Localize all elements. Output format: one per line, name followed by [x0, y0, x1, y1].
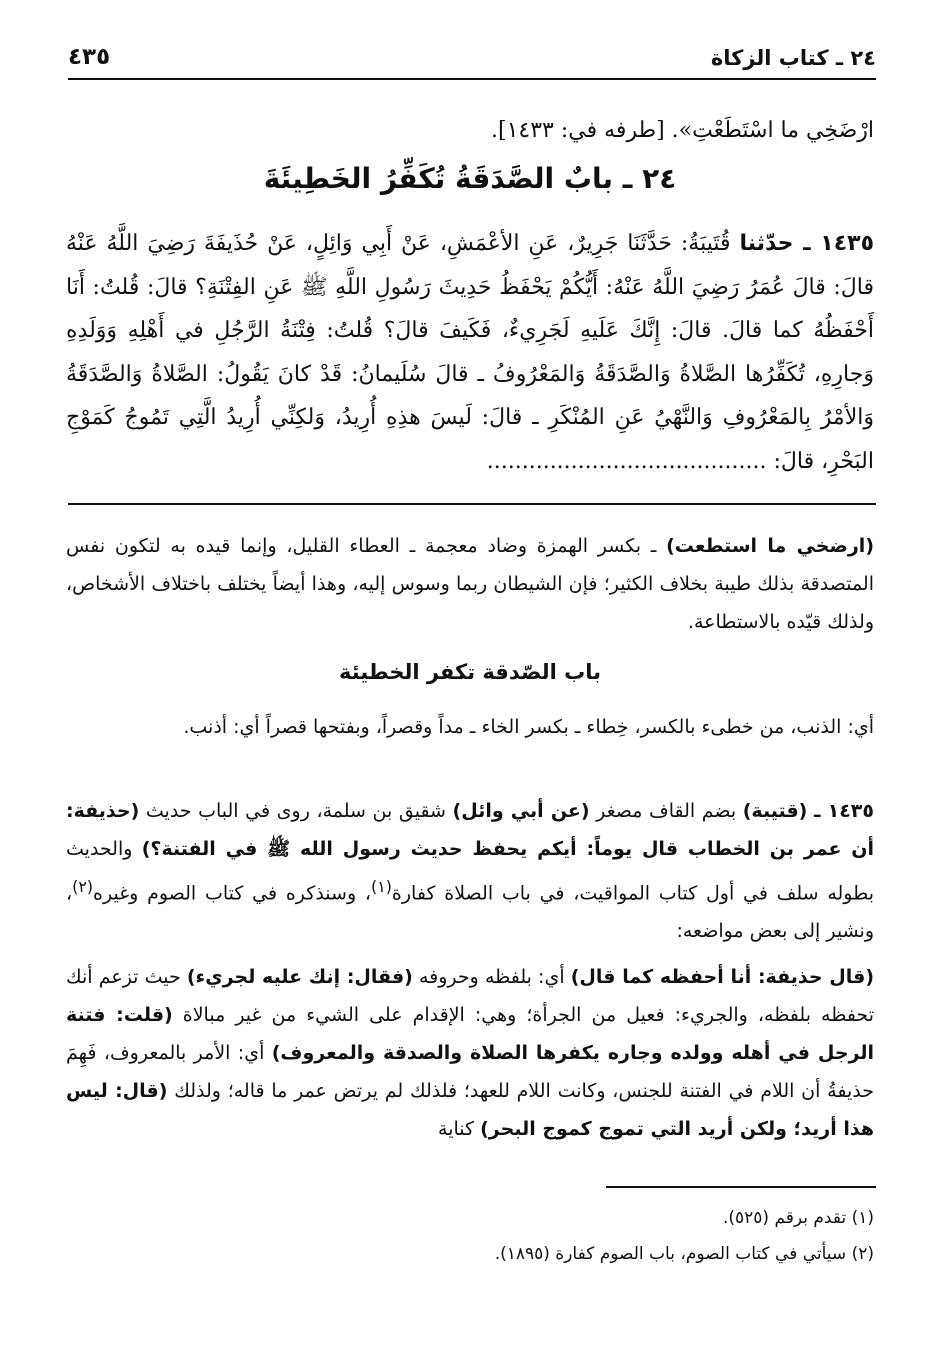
commentary-lemma: (عن أبي وائل): [452, 800, 590, 822]
commentary-lemma: (ارضخي ما استطعت): [666, 535, 874, 557]
commentary-text: ـ بكسر الهمزة وضاد معجمة ـ العطاء القليل، وإنما قيده به لتكون نفس المتصدقة بذلك طيبة بخلاف الكثير؛ فإن الشيطان ربما وسوس إليه، وهذا أيضاً يختلف باختلاف الأشخاص، ولذلك قيّده بالاستطاعة.: [66, 535, 874, 633]
page-header: [68, 40, 876, 80]
commentary-text: ، ونشير إلى بعض مواضعه:: [66, 882, 874, 943]
commentary-lemma: (فقال: إنك عليه لجريء): [186, 966, 413, 988]
footnote-2: (٢) سيأتي في كتاب الصوم، باب الصوم كفارة (١٨٩٥).: [494, 1244, 874, 1264]
hadith-continuation-dots: ........................................: [486, 448, 774, 474]
commentary-lemma: (قال حذيفة: أنا أحفظه كما قال): [570, 966, 874, 988]
page-number: ٤٣٥: [68, 44, 111, 70]
text-commentary-separator: [68, 503, 876, 505]
hadith-body: قُتَيبَةُ: حَدَّثَنَا جَرِيرٌ، عَنِ الأعْمَشِ، عَنْ أَبِي وَائِلٍ، عَنْ حُذَيفَةَ رَضِيَ اللَّهُ عَنْهُ قالَ: قالَ عُمَرُ رَضِيَ اللَّهُ عَنْهُ: أَيُّكُمْ يَحْفَظُ حَدِيثَ رَسُولِ اللَّهِ ﷺ عَنِ الفِتْنَةِ؟ قالَ: قُلتُ: أَنَا أَحْفَظُهُ كما قالَ. قالَ: إِنَّكَ عَلَيهِ لَجَرِيءٌ، فَكَيفَ قالَ؟ قُلتُ: فِتْنَةُ الرَّجُلِ في أَهْلِهِ وَوَلَدِهِ وَجارِهِ، تُكَفِّرُها الصَّلاةُ وَالصَّدَقَةُ وَالمَعْرُوفُ ـ قالَ سُلَيمانُ: قَدْ كانَ يَقُولُ: الصَّلاةُ وَالصَّدَقَةُ وَالأمْرُ بِالمَعْرُوفِ وَالنَّهْيُ عَنِ المُنْكَرِ ـ قالَ: لَيسَ هذِهِ أُرِيدُ، وَلكِنِّي أُرِيدُ الَّتِي تَمُوجُ كَمَوْجِ البَحْرِ، قالَ:: [66, 231, 874, 474]
commentary-lemma: (حذيفة: أن عمر بن الخطاب قال يوماً: أيكم يحفظ حديث رسول الله ﷺ في الفتنة؟): [66, 800, 875, 860]
commentary-paragraph: أي: الذنب، من خطىء بالكسر، خِطاء ـ بكسر الخاء ـ مداً وقصراً، وبفتحها قصراً أي: أذنب.: [183, 716, 874, 738]
footnotes: [66, 1200, 874, 1272]
commentary-text: بضم القاف مصغر: [589, 800, 743, 822]
commentary-text: أي: الأمر بالمعروف، فَهِمَ حذيفةُ أن اللام في الفتنة للجنس، وكانت اللام للعهد؛ فلذلك لم يرتض عمر ما قاله؛ ولذلك: [66, 1042, 874, 1102]
commentary-text: أي: بلفظه وحروفه: [412, 966, 571, 988]
commentary-lemma: (قال: ليس هذا أريد؛ ولكن أريد التي تموج كموج البحر): [66, 1080, 874, 1140]
commentary-text: ، وسنذكره في كتاب الصوم وغيره: [93, 882, 372, 905]
previous-hadith-ending: ارْضَخِي ما اسْتَطَعْتِ». [طرفه في: ١٤٣٣].: [491, 118, 874, 143]
commentary-hadith-number: ١٤٣٥ ـ: [813, 800, 874, 822]
footnote-marker: (٢): [72, 877, 94, 896]
commentary-lemma: (قلت: فتنة الرجل في أهله وولده وجاره يكفرها الصلاة والصدقة والمعروف): [66, 1004, 874, 1064]
commentary-paragraph: [66, 527, 874, 641]
hadith-number: ١٤٣٥ ـ حدّثنا: [739, 231, 875, 256]
commentary-lemma: (قتيبة): [742, 800, 808, 822]
footnote-1: (١) تقدم برقم (٥٢٥).: [722, 1208, 874, 1228]
commentary-text: والحديث بطوله سلف في أول كتاب المواقيت، في باب الصلاة كفارة: [66, 838, 874, 905]
commentary-text: شقيق بن سلمة، روى في الباب حديث: [139, 800, 453, 822]
bab-title: ٢٤ ـ بابٌ الصَّدَقَةُ تُكَفِّرُ الخَطِيئَةَ: [263, 162, 677, 195]
footnote-marker: (١): [371, 877, 392, 896]
commentary-text: حيث تزعم أنك تحفظه بلفظه، والجريء: فعيل من الجرأة؛ وهي: الإقدام على الشيء من غير مبالاة: [66, 966, 874, 1026]
commentary-paragraph: [66, 792, 874, 950]
commentary-paragraph: [66, 958, 874, 1148]
chapter-title: ٢٤ ـ كتاب الزكاة: [710, 46, 876, 70]
hadith-text: [66, 222, 874, 483]
footnote-separator: [606, 1186, 876, 1188]
commentary-bab-title: باب الصّدقة تكفر الخطيئة: [338, 660, 602, 684]
commentary-text: كناية: [438, 1118, 481, 1140]
